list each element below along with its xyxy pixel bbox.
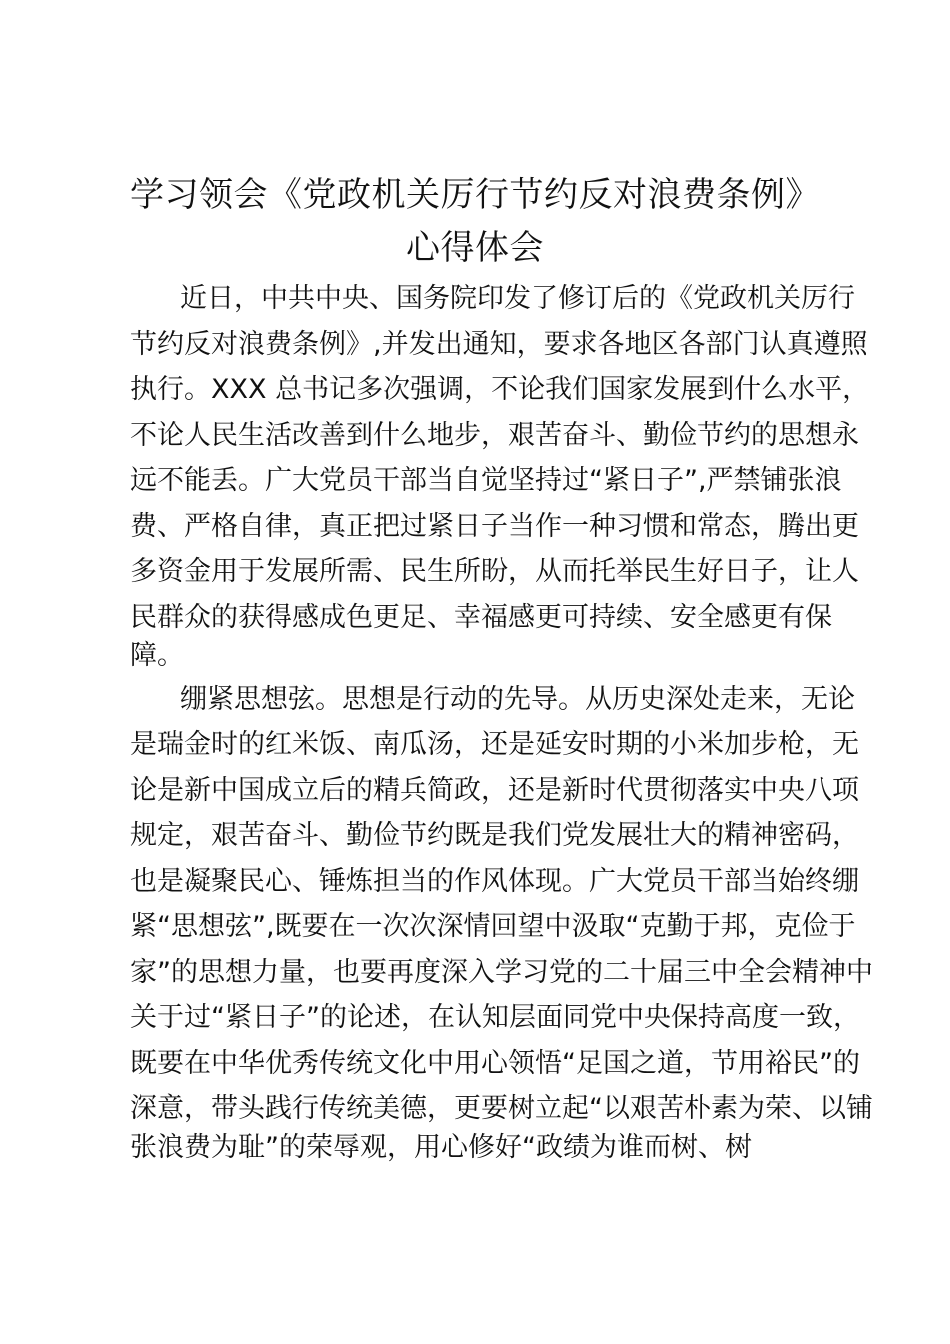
paragraph-1-line: 近日，中共中央、国务院印发了修订后的《党政机关厉行 — [180, 283, 855, 314]
paragraph-2-line: 既要在中华优秀传统文化中用心领悟“足国之道，节用裕民”的 — [130, 1048, 860, 1079]
paragraph-1-line: 不论人民生活改善到什么地步，艰苦奋斗、勤俭节约的思想永 — [130, 420, 859, 451]
paragraph-1-line: 远不能丢。广大党员干部当自觉坚持过“紧日子”,严禁铺张浪 — [130, 465, 842, 496]
paragraph-1-line: 多资金用于发展所需、民生所盼，从而托举民生好日子，让人 — [130, 556, 859, 587]
paragraph-1-line: 费、严格自律，真正把过紧日子当作一种习惯和常态，腾出更 — [130, 511, 859, 542]
paragraph-2-line: 紧“思想弦”,既要在一次次深情回望中汲取“克勤于邦，克俭于 — [130, 911, 856, 942]
paragraph-1-line: 节约反对浪费条例》,并发出通知，要求各地区各部门认真遵照 — [130, 329, 868, 360]
paragraph-1-line: 执行。XXX 总书记多次强调，不论我们国家发展到什么水平， — [130, 374, 870, 405]
paragraph-2-line: 关于过“紧日子”的论述，在认知层面同党中央保持高度一致， — [130, 1002, 860, 1033]
paragraph-2-line: 是瑞金时的红米饭、南瓜汤，还是延安时期的小米加步枪，无 — [130, 729, 859, 760]
document-title-line-1: 学习领会《党政机关厉行节约反对浪费条例》 — [130, 175, 820, 215]
paragraph-2-line: 也是凝聚民心、锤炼担当的作风体现。广大党员干部当始终绷 — [130, 866, 859, 897]
paragraph-2-line: 绷紧思想弦。思想是行动的先导。从历史深处走来，无论 — [180, 684, 855, 715]
paragraph-2-line: 深意，带头践行传统美德，更要树立起“以艰苦朴素为荣、以铺 — [130, 1093, 873, 1124]
paragraph-1-line: 障。 — [130, 640, 184, 671]
document-title-line-2: 心得体会 — [406, 228, 544, 268]
paragraph-2-line: 论是新中国成立后的精兵简政，还是新时代贯彻落实中央八项 — [130, 775, 859, 806]
paragraph-2-line: 张浪费为耻”的荣辱观，用心修好“政绩为谁而树、树 — [130, 1132, 752, 1163]
paragraph-1-line: 民群众的获得感成色更足、幸福感更可持续、安全感更有保 — [130, 602, 832, 633]
paragraph-2-line: 规定，艰苦奋斗、勤俭节约既是我们党发展壮大的精神密码， — [130, 820, 859, 851]
paragraph-2-line: 家”的思想力量，也要再度深入学习党的二十届三中全会精神中 — [130, 957, 873, 988]
